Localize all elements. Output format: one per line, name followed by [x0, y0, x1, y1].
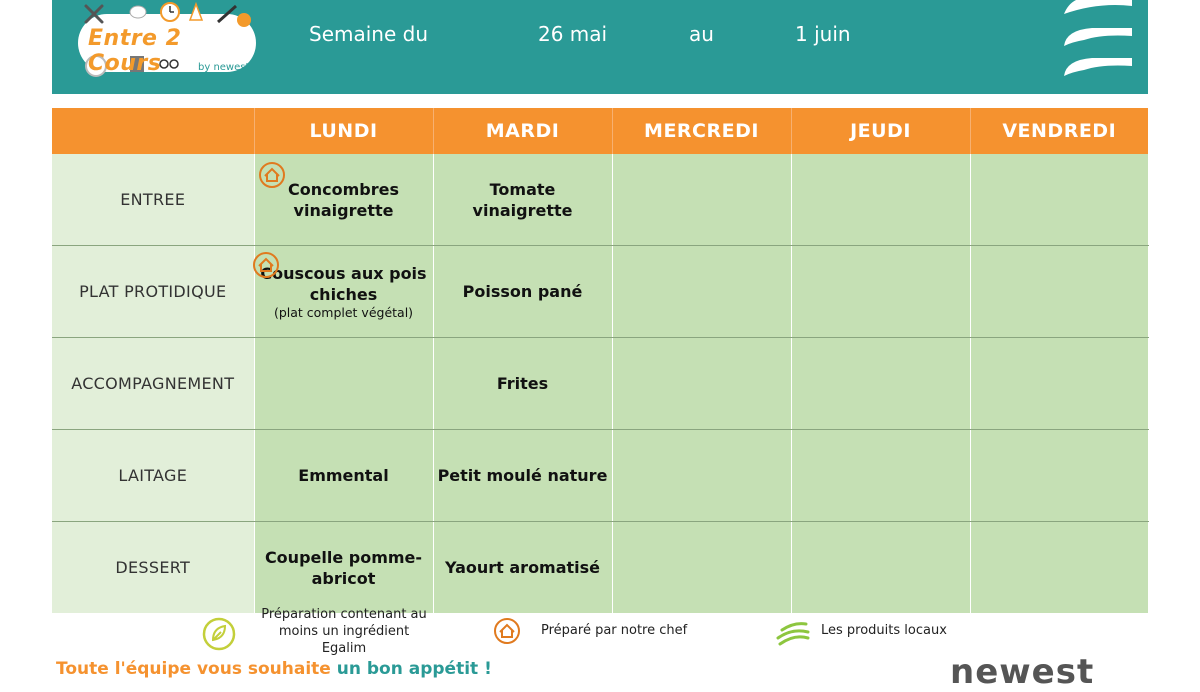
dish-note: (plat complet végétal) — [273, 304, 414, 320]
footer-message-teal: un bon appétit ! — [336, 659, 492, 679]
egalim-leaf-icon — [201, 616, 237, 652]
chef-house-icon — [257, 160, 287, 195]
cell-mardi-laitage: Petit moulé nature — [433, 430, 612, 522]
legend-local-text: Les produits locaux — [821, 623, 947, 638]
week-label: Semaine du — [309, 22, 429, 46]
legend-chef-text: Préparé par notre chef — [541, 623, 688, 638]
day-header-vendredi: VENDREDI — [970, 108, 1148, 154]
cell-mercredi-accompagnement — [612, 338, 791, 430]
table-row — [52, 154, 1148, 246]
cell-vendredi-plat — [970, 246, 1148, 338]
row-label-plat: PLAT PROTIDIQUE — [52, 246, 254, 338]
dish-text: Concombres vinaigrette — [288, 179, 399, 220]
week-end-date: 1 juin — [795, 22, 851, 46]
header-banner — [52, 0, 1148, 94]
day-header-mercredi: MERCREDI — [612, 108, 791, 154]
table-row — [52, 522, 1148, 614]
corner-cell — [52, 108, 254, 154]
cell-vendredi-dessert — [970, 522, 1148, 614]
logo-title: Entre 2 Cours — [88, 26, 182, 76]
week-to-label: au — [689, 22, 714, 46]
row-label-accompagnement: ACCOMPAGNEMENT — [52, 338, 254, 430]
row-label-laitage: LAITAGE — [52, 430, 254, 522]
cell-lundi-laitage: Emmental — [254, 430, 433, 522]
cell-mardi-entree: Tomate vinaigrette — [433, 154, 612, 246]
cell-mardi-dessert: Yaourt aromatisé — [433, 522, 612, 614]
table-row — [52, 430, 1148, 522]
cell-jeudi-laitage — [791, 430, 970, 522]
logo-byline: by newest — [198, 62, 250, 73]
footer-message-orange: Toute l'équipe vous souhaite — [56, 659, 337, 679]
weekly-menu-table — [52, 108, 1149, 613]
chef-house-icon — [251, 250, 281, 285]
table-row — [52, 338, 1148, 430]
local-fields-icon — [776, 618, 810, 648]
day-header-jeudi: JEUDI — [791, 108, 970, 154]
footer-message — [56, 659, 492, 679]
week-start-date: 26 mai — [538, 22, 608, 46]
cell-lundi-plat — [254, 246, 433, 338]
day-header-mardi: MARDI — [433, 108, 612, 154]
cell-vendredi-laitage — [970, 430, 1148, 522]
row-label-entree: ENTREE — [52, 154, 254, 246]
cell-mercredi-plat — [612, 246, 791, 338]
cell-jeudi-entree — [791, 154, 970, 246]
table-row — [52, 246, 1148, 338]
newest-footer-logo — [950, 652, 1094, 692]
cell-jeudi-accompagnement — [791, 338, 970, 430]
dish-text: Couscous aux pois chiches — [260, 263, 427, 304]
cell-vendredi-accompagnement — [970, 338, 1148, 430]
day-header-lundi: LUNDI — [254, 108, 433, 154]
row-label-dessert: DESSERT — [52, 522, 254, 614]
chef-house-icon — [492, 616, 522, 646]
cell-lundi-dessert: Coupelle pomme-abricot — [254, 522, 433, 614]
cell-mardi-plat: Poisson pané — [433, 246, 612, 338]
cell-vendredi-entree — [970, 154, 1148, 246]
legend — [0, 606, 1200, 656]
cell-lundi-accompagnement — [254, 338, 433, 430]
cell-mardi-accompagnement: Frites — [433, 338, 612, 430]
legend-egalim-text: Préparation contenant au moins un ingrédient Egalim — [261, 607, 427, 656]
cell-mercredi-dessert — [612, 522, 791, 614]
newest-wave-icon — [1062, 0, 1134, 80]
footer-brand-text: newest — [950, 652, 1095, 692]
day-header-row — [52, 108, 1148, 154]
cell-jeudi-plat — [791, 246, 970, 338]
cell-jeudi-dessert — [791, 522, 970, 614]
cell-mercredi-laitage — [612, 430, 791, 522]
cell-mercredi-entree — [612, 154, 791, 246]
cell-lundi-entree — [254, 154, 433, 246]
entre-2-cours-logo — [78, 0, 258, 84]
